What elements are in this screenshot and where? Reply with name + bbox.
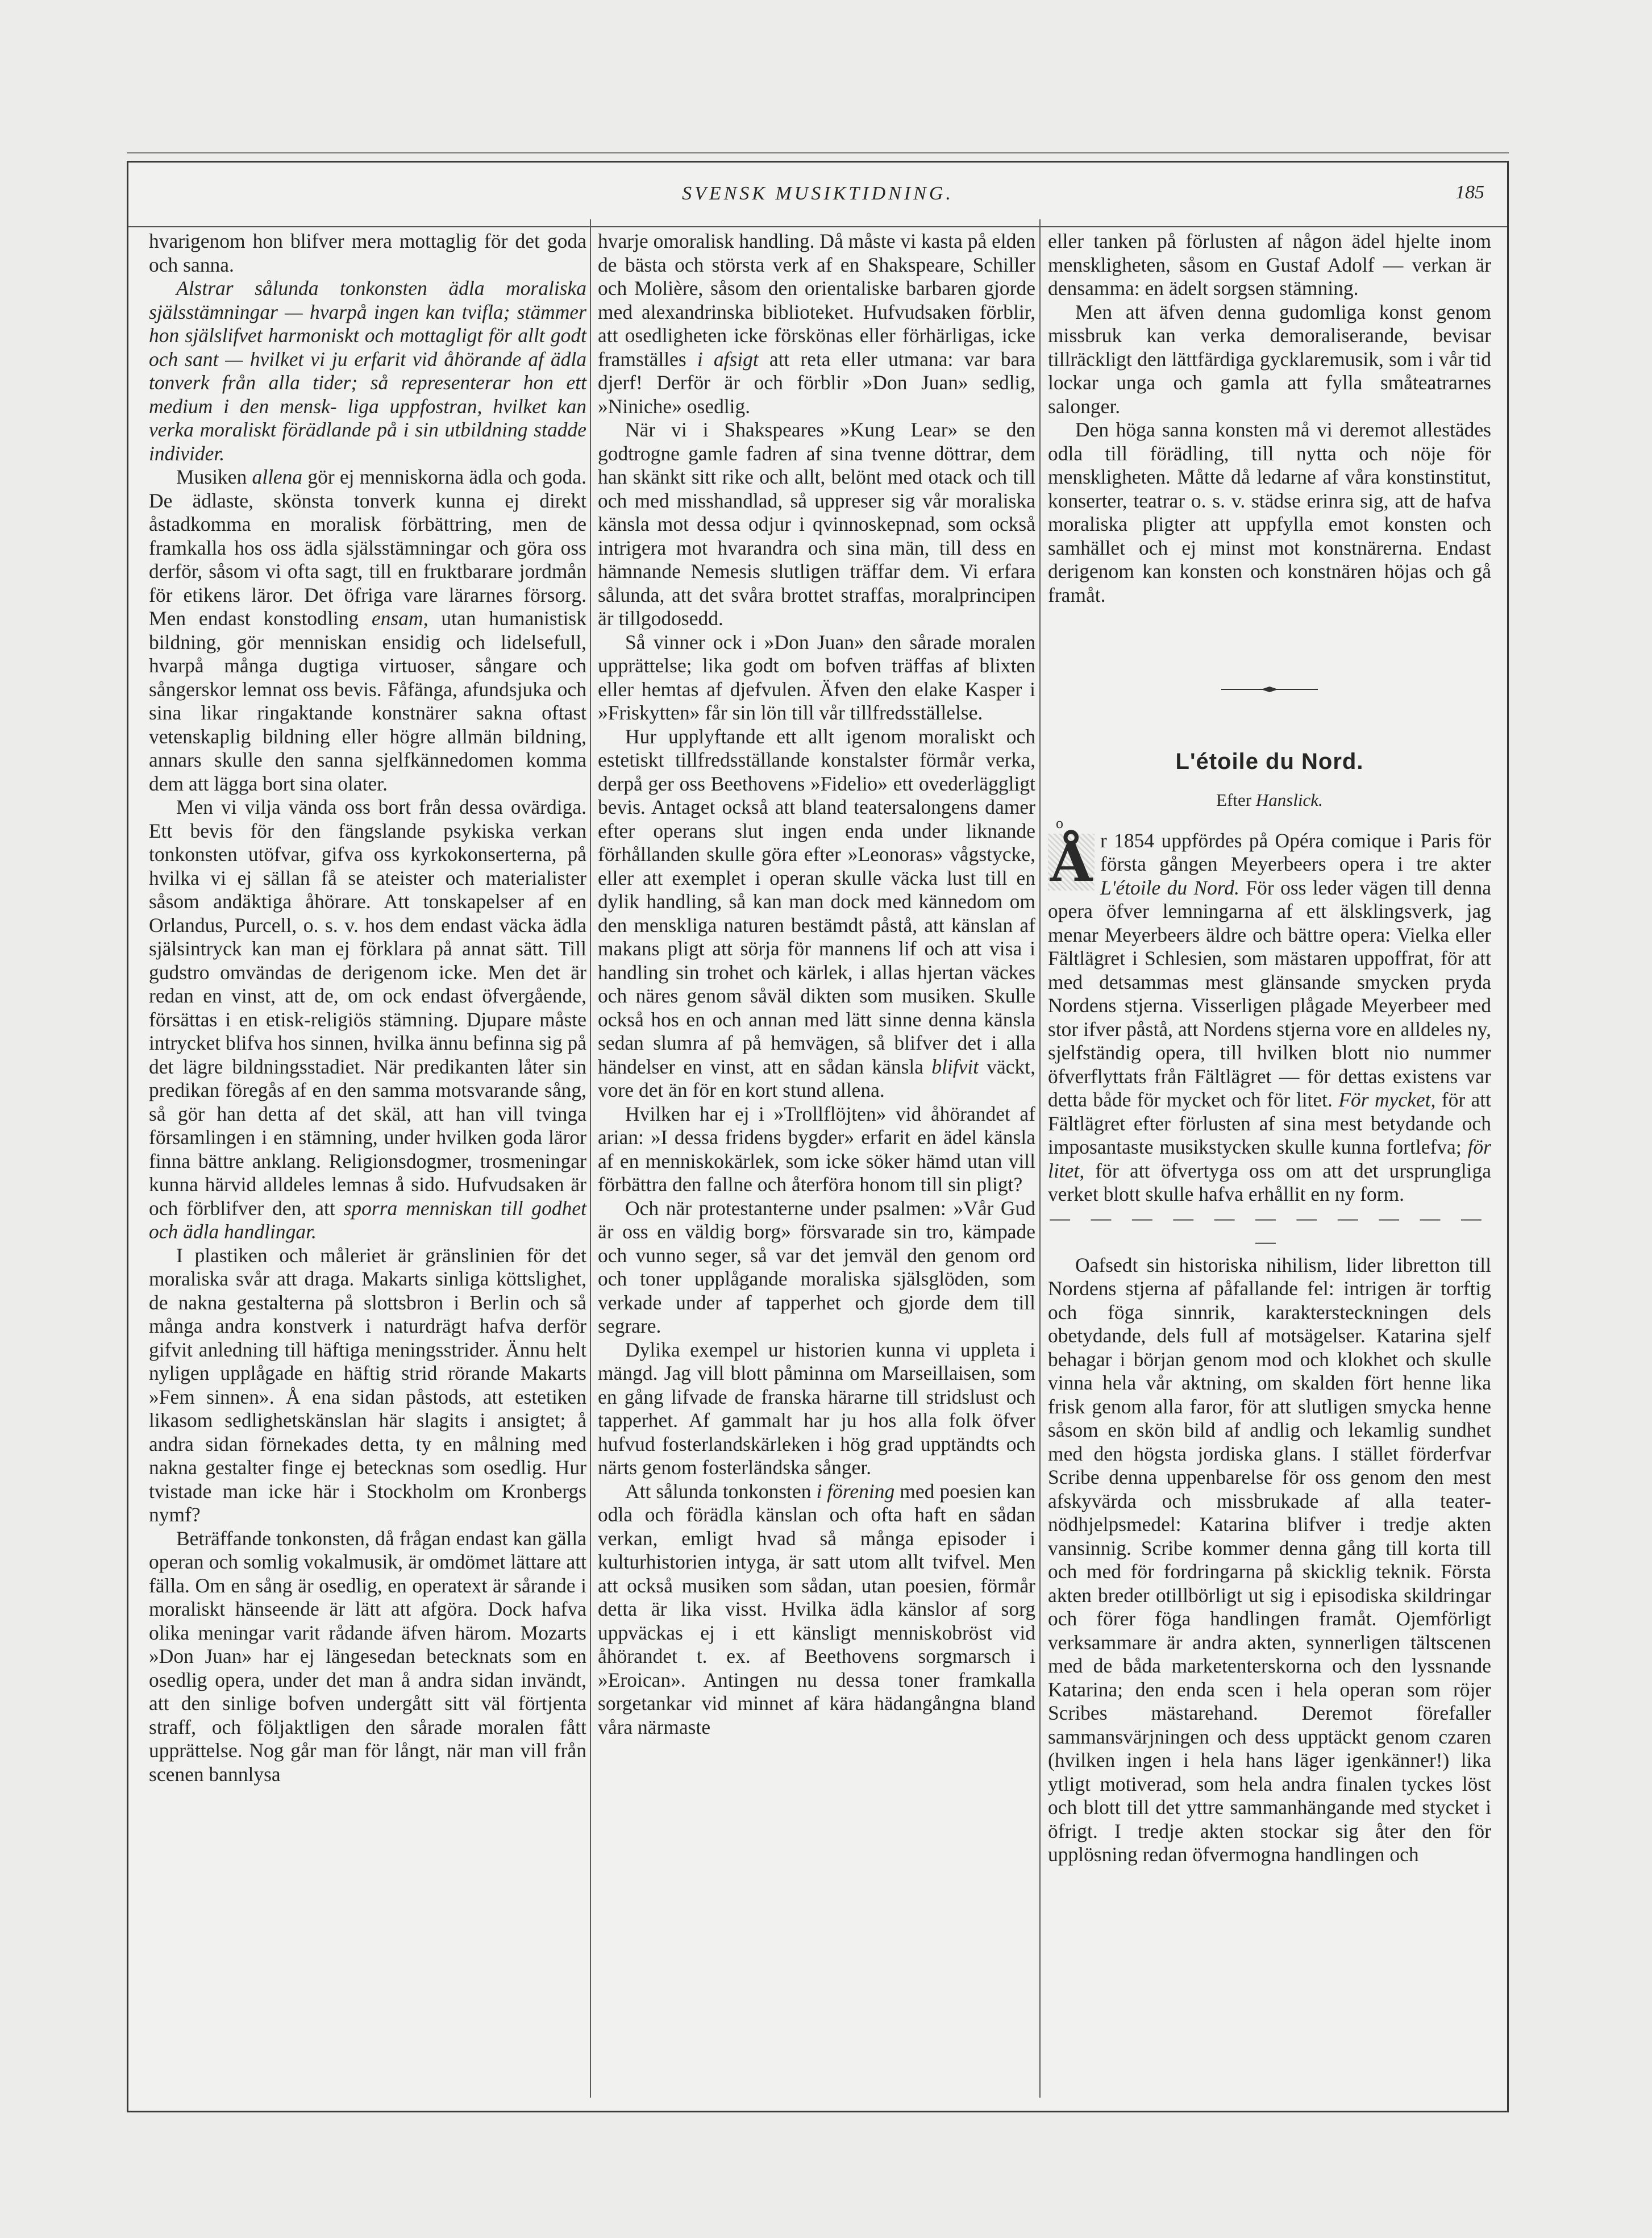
italic-text: sporra menniskan till godhet och ädla handlingar. [149,1196,586,1243]
italic-text: blifvit [931,1055,979,1078]
paragraph: Dylika exempel ur historien kunna vi uppleta i mängd. Jag vill blott påminna om Marseillaisen, som en gång lifvade de franska härarne till stridslust och tapperhet. Af gammalt har ju hos alla folk öfver hufvud fosterlandskärleken i hög grad upptändts och närts genom fosterländska sånger. [598,1338,1035,1479]
paragraph: Beträffande tonkonsten, då frågan endast kan gälla operan och somlig vokalmusik, är omdömet lättare att fälla. Om en sång är osedlig, en operatext är sårande i moraliskt hänseende är lätt att afgöra. Dock hafva olika meningar varit rådande äfven härom. Mozarts »Don Juan» har ej längesedan betecknats som en osedlig opera, under det man å andra sidan invändt, att den sinlige bofven undergått sitt väl förtjenta straff, och följaktligen den sårade moralen fått upprättelse. Nog går man för långt, när man vill från scenen bannlysa [149,1526,586,1786]
text: hvarje omoralisk handling. Då måste vi kasta på elden de bästa och största verk af en Shakspeare, Schiller och Molière, såsom den orientaliske barbaren gjorde med alexandrinska biblioteket. Hufvudsaken förblir, att osedligheten icke förskönas eller förhärligas, icke framställes [598,230,1035,371]
text: r 1854 uppfördes på Opéra comique i Paris för första gången Meyerbeers opera i tre akter [1100,829,1491,875]
text: för att öfvertyga oss om att det ursprungliga verket blott skulle hafva erhållit en ny form. [1048,1159,1491,1205]
text: Musiken [176,465,252,488]
text: med poesien kan odla och förädla känslan och ofta haft en sådan verkan, emligt hvad så många episoder i kulturhistorien intyga, är satt utom allt tvifvel. Men att också musiken som sådan, utan poesien, förmår detta är lika visst. Hvilka ädla känslor af sorg uppväckas ej i ett känsligt menniskobröst vid åhörandet t. ex. af Beethovens sorgmarsch i »Eroican». Antingen nu dessa toner framkalla sorgetankar vid minnet af kära hädangångna bland våra närmaste [598,1479,1035,1738]
header-rule [128,226,1507,227]
column-1 [149,230,586,1786]
text: för att Fältlägret efter förlusten af sina mest betydande och imposantaste musikstycken skulle kunna fortlefva; [1048,1088,1492,1158]
paragraph: I plastiken och måleriet är gränslinien för det moraliska svår att draga. Makarts sinliga köttslighet, de nakna gestalterna på slottsbron i Berlin och så många andra konstverk i naturdrägt hafva derför gifvit anledning till häftiga meningsstrider. Ännu helt nyligen upplågade en häftig strid rörande Makarts »Fem sinnen». Å ena sidan påstods, att estetiken likasom sedlighetskänslan här slagits i ansigtet; å andra sidan förnekades detta, ty en målning med nakna gestalter finge ej betecknas som osedlig. Hur tvistade man icke här i Stockholm om Kronbergs nymf? [149,1243,586,1526]
paragraph [598,725,1035,1103]
italic-text: i förening [816,1479,895,1503]
byline-author: Hanslick. [1255,790,1323,810]
italic-text: Alstrar sålunda tonkonsten ädla moraliska själsstämningar — hvarpå ingen kan tvifla; stämmer hon själslifvet harmoniskt och mottagligt för allt godt och sant — hvilket vi ju erfarit vid åhörande af ädla tonverk från alla tider; så representerar hon ett medium i den mensk- liga uppfostran, hvilket kan verka moraliskt förädlande på i sin utbildning stadde individer. [149,277,586,465]
column-3 [1048,230,1491,1867]
column-rule-1 [590,219,591,2098]
paragraph: Den höga sanna konsten må vi deremot allestädes odla till förädling, till nytta och nöje för menskligheten. Måtte då ledarne af våra konstinstitut, konserter, teatrar o. s. v. städse erinra sig, att de hafva moraliska pligter att uppfylla emot konsten och samhället och ej minst mot konstnärerna. Endast derigenom kan konsten och konstnären höjas och gå framåt. [1048,418,1491,606]
paragraph [598,230,1035,418]
page-number: 185 [1455,182,1484,203]
dash-separator: — — — — — — — — — — — — [1050,1206,1489,1253]
section-separator-icon [1048,675,1491,699]
column-2 [598,230,1035,1739]
text: Men vi vilja vända oss bort från dessa ovärdiga. Ett bevis för den fängslande psykiska verkan tonkonsten utöfvar, gifva oss kyrkokonserterna, på hvilka vi ej sällan få se ateister och materialister såsom andäktiga åhörare. Att tonskapelser af en Orlandus, Purcell, o. s. v. hos dem endast väcka ädla själsintryck kan man ej förklara på annat sätt. Till gudstro omvändas de derigenom icke. Men det är redan en vinst, att de, om ock endast öfvergående, försättas i en etisk-religiös stämning. Djupare måste intrycket blifva hos sinnen, hvilka ännu befinna sig på det lägre bildningsstadiet. När predikanten låter sin predikan föregås af en den samma motsvarande sång, så gör han detta af det skäl, att han vill tvinga församlingen i en stämning, under hvilken goda läror finna bättre anklang. Religionsdogmer, trosmeningar kunna härvid alldeles lemnas å sido. Hufvudsaken är och förblifver den, att [149,796,586,1220]
text: väckt, vore det än för en kort stund allena. [598,1055,1035,1101]
italic-text: ensam, [371,607,428,630]
paragraph [598,1480,1035,1740]
paragraph: Oafsedt sin historiska nihilism, lider libretton till Nordens stjerna af påfallande fel: intrigen är torftig och föga sinnrik, karaktersteckningen dels obetydande, dels full af motsägelser. Katarina sjelf behagar i början genom mod och klokhet och skulle vinna hela vår aktning, om skalden fört henne lika frisk genom alla faror, för att slutligen smycka henne såsom en skön bild af andlig och lekamlig sundhet med den högsta jordiska glans. I stället förderfvar Scribe denna uppenbarelse för oss genom den mest afskyvärda och missbrukade af alla teater-nödhjelpsmedel: Katarina blifver i tredje akten vansinnig. Scribe kommer denna gång till korta till och med för fordringarna på skicklig teknik. Första akten breder otillbörligt ut sig i episodiska skildringar och förer föga handlingen framåt. Ojemförligt verksammare är andra akten, synnerligen tältscenen med de båda marketenterskorna och den lyssnande Katarina; den enda scen i hela operan som röjer Scribes mästarehand. Deremot förefaller sammansvärjningen och dess upptäckt genom czaren (hvilken ingen i hela hans läger igenkänner!) lika ytligt motiverad, som hela andra finalen tyckes löst och blott till det yttre sammanhängande med stycket i öfrigt. I tredje akten stockar sig åter den för upplösning redan öfvermogna handlingen och [1048,1253,1491,1866]
byline-prefix: Efter [1216,790,1256,810]
column-rule-2 [1039,219,1041,2098]
paragraph: eller tanken på förlusten af någon ädel hjelte inom menskligheten, såsom en Gustaf Adolf — verkan är densamma: en ädelt sorgsen stämning. [1048,230,1491,299]
text: utan humanistisk bildning, gör menniskan ensidig och lidelsefull, hvarpå många dugtiga virtuoser, sångare och sångerskor lemnat oss bevis. Fåfänga, afundsjuka och sina likar ringaktande konstnärer sakna oftast vetenskaplig bildning eller högre allmän bildning, annars skulle den sanna sjelfkännedomen komma dem att lägga bort sina olater. [149,607,586,795]
article-title: L'étoile du Nord. [1175,748,1364,774]
publication-title: SVENSK MUSIKTIDNING. [682,183,954,204]
paragraph [149,796,586,1244]
text: att reta eller utmana: var bara djerf! Derför är och förblir »Don Juan» sedlig, »Niniche» osedlig. [598,347,1035,418]
paragraph: När vi i Shakspeares »Kung Lear» se den godtrogne gamle fadren af sina tvenne döttrar, dem han skänkt sitt rike och allt, belönt med otack och till och med misshandlad, så uppreser sig vår moraliska känsla mot dessa odjur i qvinnoskepnad, som också intrigera mot hvarandra och sina män, till dess en hämnande Nemesis slutligen träffar dem. Vi erfara sålunda, att det svåra brottet straffas, moralprincipen är tillgodosedd. [598,418,1035,630]
italic-text: För mycket, [1338,1088,1436,1111]
article-byline [1048,788,1491,812]
italic-text: i afsigt [697,347,759,371]
paragraph: Men att äfven denna gudomliga konst genom missbruk kan verka demoraliserande, bevisar tillräckligt den lättfärdiga gycklaremusik, som i vår tid lockar unga och gamla att fylla småteatrarnes salonger. [1048,300,1491,418]
text: För oss leder vägen till denna opera öfver lemningarna af ett älsklingsverk, jag menar Meyerbeers äldre och bättre opera: Vielka eller Fältlägret i Schlesien, som mästaren uppoffrat, för att med detsammas mest glänsande smycken pryda Nordens stjerna. Visserligen plågade Meyerbeer med stor ifver påstå, att Nordens stjerna vore en alldeles ny, sjelfständig opera, till hvilken blott nio nummer öfverflyttats från Fältlägret — för dettas existens var detta både för mycket och för litet. [1048,876,1491,1111]
italic-text: L'étoile du Nord. [1100,876,1240,899]
paragraph-with-dropcap [1048,814,1492,1207]
italic-text: allena [252,465,303,488]
dropcap-ring: o [1056,814,1063,831]
newspaper-page [127,161,1509,2112]
running-head [128,180,1507,214]
dropcap-initial: Å [1048,834,1095,891]
italic-text: för litet, [1048,1135,1491,1182]
paragraph: Och när protestanterne under psalmen: »Vår Gud är oss en väldig borg» försvarade sin tro, kämpade och vunno seger, så var det jemväl den genom ord och toner upplågande moraliska själsglöden, som verkade under af tapperhet och gjorde dem till segrare. [598,1196,1035,1337]
paragraph-italic [149,277,586,465]
text: Hur upplyftande ett allt igenom moraliskt och estetiskt tillfredsställande konstalster förmår verka, derpå ger oss Beethovens »Fidelio» ett ovederläggligt bevis. Antaget också att bland teatersalongens damer efter operans slut ingen enda under liknande förhållanden skulle göra efter »Leonoras» vågstycke, eller att exemplet i operan skulle väcka lust till en dylik handling, så kan man dock med kännedom om den menskliga naturen bestämdt påstå, att känslan af makans pligt att sörja för mannens lif och att visa i handling sin trohet och kärlek, i allas hjertan väckes och näres genom såväl dikten som musiken. Skulle också hos en och annan med lätt sinne denna känsla sedan slumra af på hemvägen, så blifver det i alla händelser en vinst, att en sådan känsla [598,725,1035,1078]
text: Att sålunda tonkonsten [625,1479,817,1503]
paragraph: hvarigenom hon blifver mera mottaglig för det goda och sanna. [149,230,586,276]
top-rule [127,152,1509,153]
paragraph: Så vinner ock i »Don Juan» den sårade moralen upprättelse; lika godt om bofven träffas af blixten eller hemtas af djefvulen. Äfven den elake Kasper i »Friskytten» får sin lön till vår tillfredsställelse. [598,630,1035,724]
paragraph: Hvilken har ej i »Trollflöjten» vid åhörandet af arian: »I dessa fridens bygder» erfarit en ädel känsla af en menniskokärlek, som icke söker hämd utan vill förbättra den fallne och återföra honom till sin pligt? [598,1102,1035,1196]
paragraph [149,465,586,796]
text: gör ej menniskorna ädla och goda. De ädlaste, skönsta tonverk kunna ej direkt åstadkomma en moralisk förbättring, men de framkalla hos oss ädla själsstämningar och göra oss derför, såsom vi ofta sagt, till en fruktbarare jordmån för etikens läror. Det öfriga vare lärarnes försorg. Men endast konstodling [149,465,586,630]
